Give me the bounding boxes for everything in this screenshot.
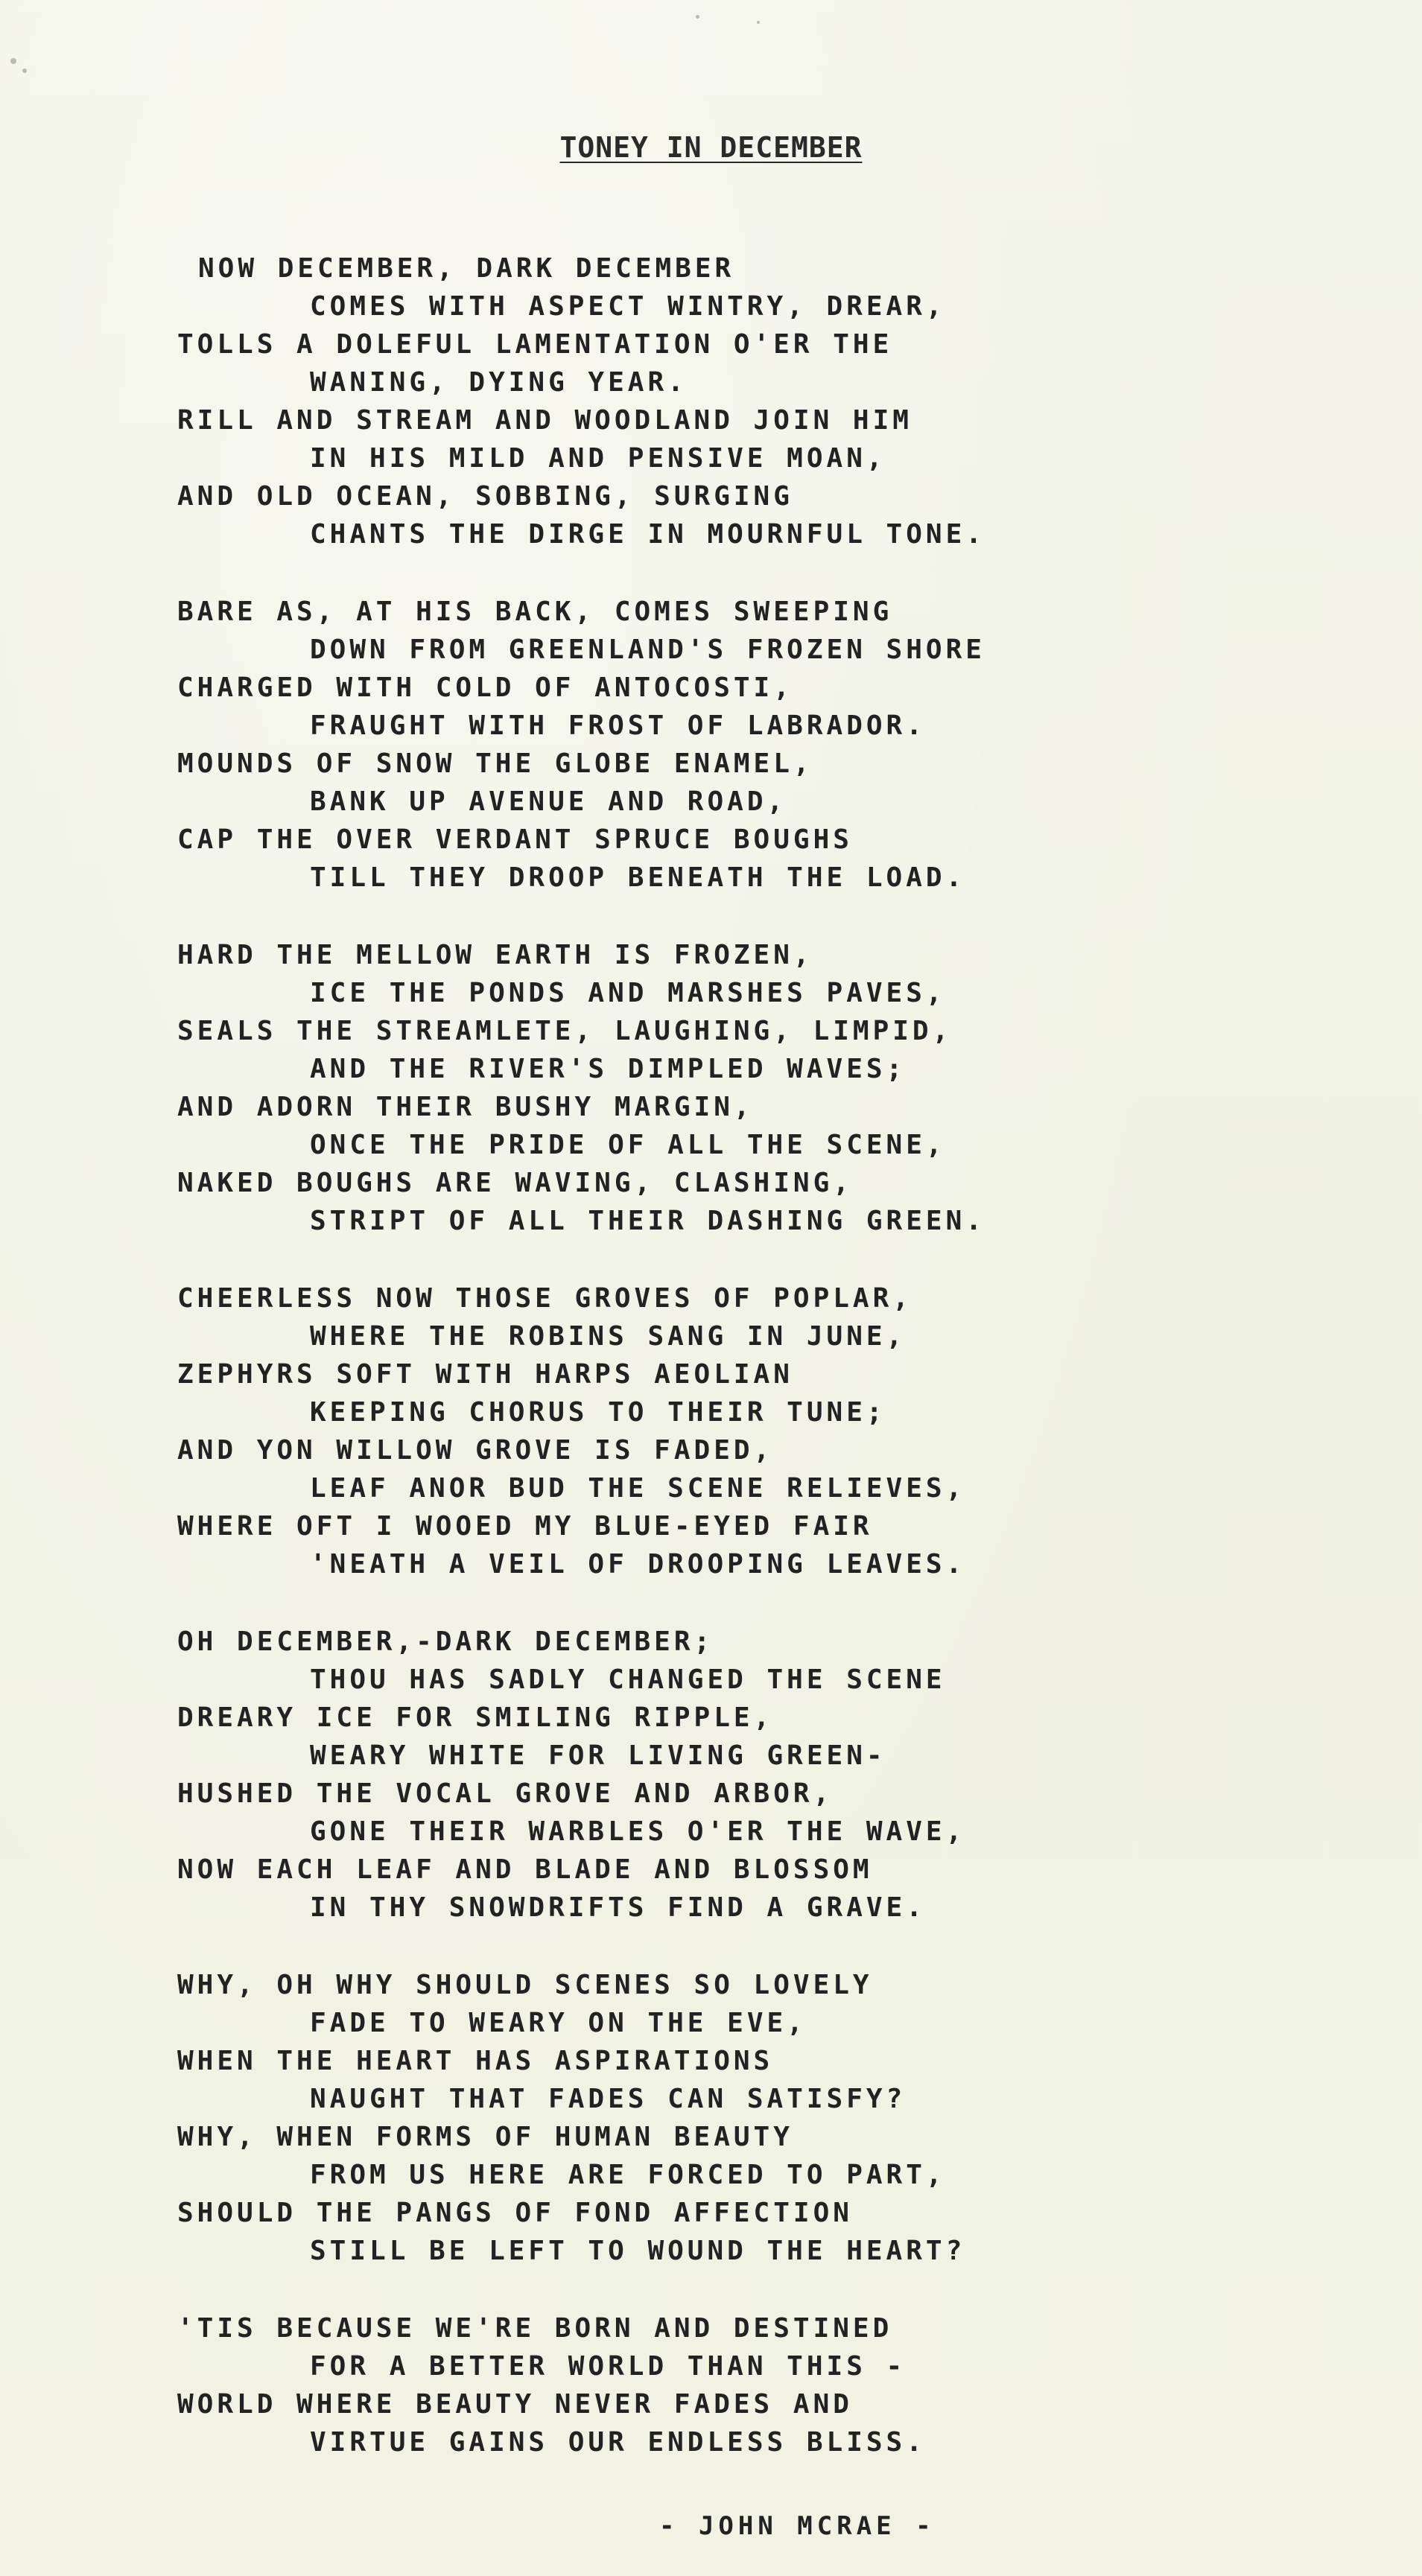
- poem-line: FROM US HERE ARE FORCED TO PART,: [310, 2160, 946, 2190]
- stanza-5: [177, 1623, 1295, 1927]
- poem-line: COMES WITH ASPECT WINTRY, DREAR,: [310, 291, 946, 322]
- poem-line: RILL AND STREAM AND WOODLAND JOIN HIM: [177, 405, 912, 436]
- poem-line: NAKED BOUGHS ARE WAVING, CLASHING,: [177, 1168, 853, 1198]
- stanza-4: [177, 1279, 1295, 1583]
- poem-line: IN HIS MILD AND PENSIVE MOAN,: [310, 443, 886, 474]
- paper-speck: [696, 15, 699, 19]
- poem-line: GONE THEIR WARBLES O'ER THE WAVE,: [310, 1816, 966, 1847]
- poem-line: SEALS THE STREAMLETE, LAUGHING, LIMPID,: [177, 1016, 953, 1046]
- poem-line: WHERE OFT I WOOED MY BLUE-EYED FAIR: [177, 1511, 873, 1542]
- poem-body: [177, 249, 1295, 2501]
- poem-line: FADE TO WEARY ON THE EVE,: [310, 2008, 807, 2038]
- poem-line: BARE AS, AT HIS BACK, COMES SWEEPING: [177, 597, 893, 627]
- poem-line: WHY, OH WHY SHOULD SCENES SO LOVELY: [177, 1970, 873, 2000]
- poem-line: WANING, DYING YEAR.: [310, 367, 688, 398]
- poem-line: BANK UP AVENUE AND ROAD,: [310, 786, 787, 817]
- poem-line: TILL THEY DROOP BENEATH THE LOAD.: [310, 862, 966, 893]
- poem-line: STRIPT OF ALL THEIR DASHING GREEN.: [310, 1206, 985, 1236]
- poem-line: SHOULD THE PANGS OF FOND AFFECTION: [177, 2198, 853, 2228]
- stanza-6: [177, 1966, 1295, 2270]
- poem-line: DOWN FROM GREENLAND'S FROZEN SHORE: [310, 635, 985, 665]
- poem-line: WEARY WHITE FOR LIVING GREEN-: [310, 1740, 886, 1771]
- poem-line: OH DECEMBER,-DARK DECEMBER;: [177, 1626, 714, 1657]
- poem-line: WHEN THE HEART HAS ASPIRATIONS: [177, 2046, 774, 2076]
- poem-line: AND THE RIVER'S DIMPLED WAVES;: [310, 1054, 907, 1084]
- poem-line: AND ADORN THEIR BUSHY MARGIN,: [177, 1092, 754, 1122]
- author-signature: - JOHN MCRAE -: [659, 2511, 936, 2541]
- poem-line: WHY, WHEN FORMS OF HUMAN BEAUTY: [177, 2122, 793, 2152]
- poem-line: ONCE THE PRIDE OF ALL THE SCENE,: [310, 1130, 946, 1160]
- poem-line: CAP THE OVER VERDANT SPRUCE BOUGHS: [177, 824, 853, 855]
- poem-line: CHANTS THE DIRGE IN MOURNFUL TONE.: [310, 519, 985, 550]
- poem-line: DREARY ICE FOR SMILING RIPPLE,: [177, 1702, 774, 1733]
- poem-line: NAUGHT THAT FADES CAN SATISFY?: [310, 2084, 907, 2114]
- poem-line: FRAUGHT WITH FROST OF LABRADOR.: [310, 710, 926, 741]
- paper-speck: [10, 58, 16, 64]
- poem-line: CHARGED WITH COLD OF ANTOCOSTI,: [177, 672, 793, 703]
- paper-speck: [22, 69, 27, 73]
- poem-line: WHERE THE ROBINS SANG IN JUNE,: [310, 1321, 907, 1352]
- poem-line: STILL BE LEFT TO WOUND THE HEART?: [310, 2236, 966, 2266]
- poem-line: MOUNDS OF SNOW THE GLOBE ENAMEL,: [177, 748, 813, 779]
- poem-line: HARD THE MELLOW EARTH IS FROZEN,: [177, 940, 813, 970]
- poem-line: VIRTUE GAINS OUR ENDLESS BLISS.: [310, 2427, 926, 2458]
- poem-line: WORLD WHERE BEAUTY NEVER FADES AND: [177, 2389, 853, 2420]
- poem-line: LEAF ANOR BUD THE SCENE RELIEVES,: [310, 1473, 966, 1504]
- poem-line: NOW EACH LEAF AND BLADE AND BLOSSOM: [177, 1854, 873, 1885]
- poem-line: TOLLS A DOLEFUL LAMENTATION O'ER THE: [177, 329, 893, 360]
- poem-line: HUSHED THE VOCAL GROVE AND ARBOR,: [177, 1778, 834, 1809]
- poem-line: AND YON WILLOW GROVE IS FADED,: [177, 1435, 774, 1466]
- poem-line: 'NEATH A VEIL OF DROOPING LEAVES.: [310, 1549, 966, 1580]
- poem-line: FOR A BETTER WORLD THAN THIS -: [310, 2351, 907, 2382]
- poem-line: ZEPHYRS SOFT WITH HARPS AEOLIAN: [177, 1359, 793, 1390]
- stanza-3: [177, 936, 1295, 1240]
- poem-line: 'TIS BECAUSE WE'RE BORN AND DESTINED: [177, 2313, 893, 2344]
- poem-line: CHEERLESS NOW THOSE GROVES OF POPLAR,: [177, 1283, 912, 1314]
- poem-line: ICE THE PONDS AND MARSHES PAVES,: [310, 978, 946, 1008]
- poem-line: IN THY SNOWDRIFTS FIND A GRAVE.: [310, 1892, 926, 1923]
- paper-speck: [757, 21, 760, 24]
- poem-line: KEEPING CHORUS TO THEIR TUNE;: [310, 1397, 886, 1428]
- poem-line: NOW DECEMBER, DARK DECEMBER: [198, 253, 735, 284]
- poem-line: AND OLD OCEAN, SOBBING, SURGING: [177, 481, 793, 512]
- poem-title: TONEY IN DECEMBER: [559, 131, 863, 164]
- poem-line: THOU HAS SADLY CHANGED THE SCENE: [310, 1664, 946, 1695]
- stanza-7: [177, 2309, 1295, 2461]
- stanza-2: [177, 593, 1295, 897]
- stanza-1: [177, 249, 1295, 553]
